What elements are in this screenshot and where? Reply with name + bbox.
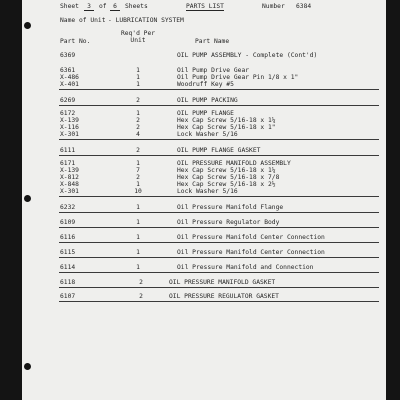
row-divider [59,227,379,228]
part-name: Hex Cap Screw 5/16-18 x 1" [177,124,276,131]
required-quantity: 1 [136,67,140,74]
column-reqd-heading-line2: Unit [130,37,146,44]
part-number: 6172 [60,110,76,117]
required-quantity: 2 [139,293,143,300]
part-name: OIL PUMP FLANGE GASKET [177,147,261,154]
required-quantity: 2 [136,124,140,131]
sheet-number: 3 [84,3,94,11]
part-name: Oil Pressure Manifold Center Connection [177,234,325,241]
part-name: Woodruff Key #5 [177,81,234,88]
part-name: Hex Cap Screw 5/16-18 x 1¼ [177,117,276,124]
sheets-label: Sheets [125,3,148,10]
required-quantity: 10 [134,188,142,195]
binder-hole [24,363,31,370]
row-divider [59,301,379,302]
part-number: X-301 [60,188,79,195]
required-quantity: 2 [136,117,140,124]
part-name: Oil Pressure Manifold Center Connection [177,249,325,256]
part-number: 6111 [60,147,76,154]
part-name: OIL PUMP FLANGE [177,110,234,117]
required-quantity: 7 [136,167,140,174]
required-quantity: 1 [136,74,140,81]
part-name: Lock Washer 5/16 [177,188,238,195]
part-number: X-139 [60,167,79,174]
required-quantity: 4 [136,131,140,138]
part-name: OIL PUMP PACKING [177,97,238,104]
row-divider [59,105,379,106]
column-part-name-heading: Part Name [195,38,230,45]
part-name: Hex Cap Screw 5/16-18 x 2½ [177,181,276,188]
required-quantity: 1 [136,110,140,117]
required-quantity: 2 [136,174,140,181]
row-divider [59,212,379,213]
required-quantity: 2 [136,97,140,104]
part-number: 6369 [60,52,76,59]
part-number: 6361 [60,67,76,74]
part-name: Oil Pressure Regulator Body [177,219,280,226]
unit-value: - LUBRICATION SYSTEM [108,17,184,24]
column-reqd-heading-line1: Req'd Per [120,30,156,37]
part-name: Oil Pressure Manifold and Connection [177,264,314,271]
part-name: OIL PUMP ASSEMBLY - Complete (Cont'd) [177,52,318,59]
sheet-total: 6 [110,3,120,11]
part-name: Oil Pump Drive Gear [177,67,250,74]
binder-hole [24,195,31,202]
row-divider [59,139,379,140]
parts-list-page [22,0,386,400]
unit-label: Name of Unit [60,17,106,24]
document-number: 6384 [296,3,312,10]
part-name: Hex Cap Screw 5/16-18 x 1¼ [177,167,276,174]
required-quantity: 1 [136,234,140,241]
part-name: OIL PRESSURE MANIFOLD GASKET [169,279,276,286]
part-number: 6107 [60,293,76,300]
row-divider [59,287,379,288]
document-title: PARTS LIST [186,3,224,10]
row-divider [59,257,379,258]
required-quantity: 1 [136,181,140,188]
part-number: X-139 [60,117,79,124]
of-label: of [99,3,107,10]
required-quantity: 1 [136,249,140,256]
row-divider [59,89,379,90]
part-number: 6115 [60,249,76,256]
row-divider [59,272,379,273]
part-number: 6116 [60,234,76,241]
binder-hole [24,22,31,29]
part-name: OIL PRESSURE REGULATOR GASKET [169,293,279,300]
required-quantity: 1 [136,160,140,167]
required-quantity: 1 [136,264,140,271]
part-number: X-812 [60,174,79,181]
part-number: 6269 [60,97,76,104]
part-number: 6114 [60,264,76,271]
required-quantity: 1 [136,81,140,88]
row-divider [59,242,379,243]
part-number: X-301 [60,131,79,138]
row-divider [59,155,379,156]
part-name: Oil Pressure Manifold Flange [177,204,284,211]
column-part-no-heading: Part No. [60,38,91,45]
required-quantity: 1 [136,219,140,226]
part-number: 6109 [60,219,76,226]
part-number: 6232 [60,204,76,211]
part-number: X-116 [60,124,79,131]
part-name: Hex Cap Screw 5/16-18 x 7/8 [177,174,280,181]
required-quantity: 2 [136,147,140,154]
part-number: 6171 [60,160,76,167]
row-divider [59,196,379,197]
part-number: X-401 [60,81,79,88]
part-name: Oil Pump Drive Gear Pin 1/8 x 1" [177,74,299,81]
required-quantity: 1 [136,204,140,211]
part-number: X-486 [60,74,79,81]
required-quantity: 2 [139,279,143,286]
sheet-label: Sheet [60,3,79,10]
part-name: Lock Washer 5/16 [177,131,238,138]
number-label: Number [262,3,285,10]
part-name: OIL PRESSURE MANIFOLD ASSEMBLY [177,160,291,167]
part-number: 6118 [60,279,76,286]
part-number: X-848 [60,181,79,188]
